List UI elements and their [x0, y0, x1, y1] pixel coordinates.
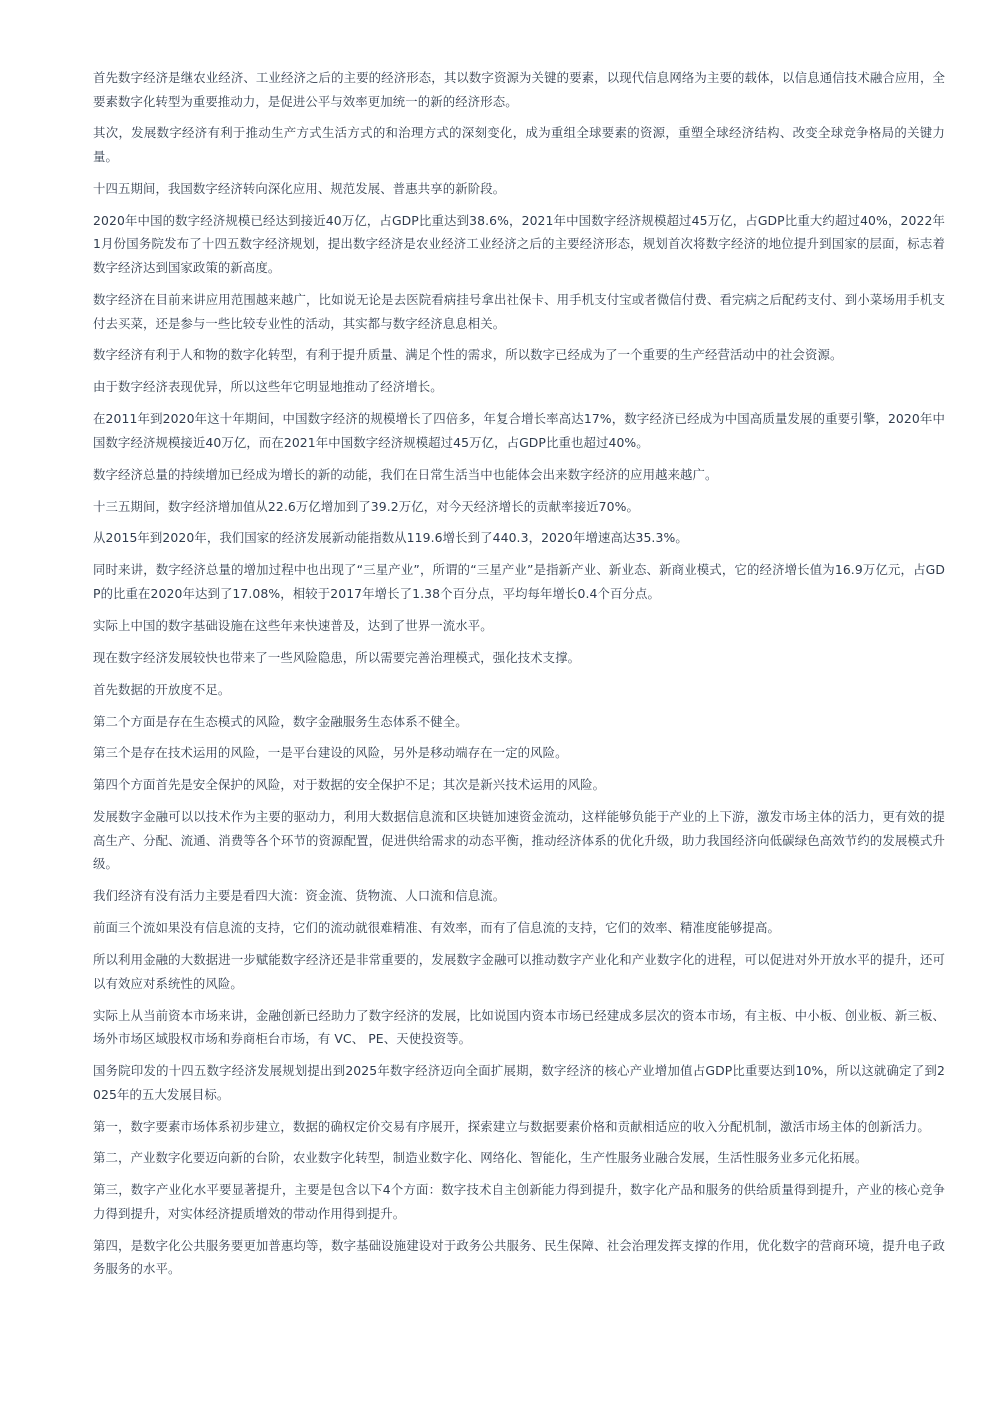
document-body	[93, 66, 945, 1289]
paragraph: 现在数字经济发展较快也带来了一些风险隐患，所以需要完善治理模式，强化技术支撑。	[93, 649, 581, 665]
paragraph: 国务院印发的十四五数字经济发展规划提出到2025年数字经济迈向全面扩展期，数字经济的核心产业增加值占GDP比重要达到10%，所以这就确定了到2025年的五大发展目标。	[93, 1063, 945, 1102]
paragraph: 由于数字经济表现优异，所以这些年它明显地推动了经济增长。	[93, 379, 443, 395]
paragraph: 实际上从当前资本市场来讲，金融创新已经助力了数字经济的发展，比如说国内资本市场已经建成多层次的资本市场，有主板、中小板、创业板、新三板、场外市场区域股权市场和券商柜台市场，有 VC、 PE、天使投资等。	[93, 1007, 945, 1047]
paragraph: 数字经济在目前来讲应用范围越来越广，比如说无论是去医院看病挂号拿出社保卡、用手机支付宝或者微信付费、看完病之后配药支付、到小菜场用手机支付去买菜，还是参与一些比较专业性的活动，其实都与数字经济息息相关。	[93, 291, 945, 331]
paragraph: 首先数据的开放度不足。	[93, 681, 231, 697]
paragraph: 从2015年到2020年，我们国家的经济发展新动能指数从119.6增长到了440.3，2020年增速高达35.3%。	[93, 530, 688, 546]
paragraph: 在2011年到2020年这十年期间，中国数字经济的规模增长了四倍多，年复合增长率高达17%，数字经济已经成为中国高质量发展的重要引擎，2020年中国数字经济规模接近40万亿，而在2021年中国数字经济规模超过45万亿，占GDP比重也超过40%。	[93, 411, 945, 450]
paragraph: 第二个方面是存在生态模式的风险，数字金融服务生态体系不健全。	[93, 713, 468, 729]
paragraph: 第四，是数字化公共服务要更加普惠均等，数字基础设施建设对于政务公共服务、民生保障、社会治理发挥支撑的作用，优化数字的营商环境，提升电子政务服务的水平。	[93, 1237, 945, 1277]
paragraph: 第三，数字产业化水平要显著提升，主要是包含以下4个方面：数字技术自主创新能力得到提升，数字化产品和服务的供给质量得到提升，产业的核心竞争力得到提升，对实体经济提质增效的带动作用得到提升。	[93, 1182, 945, 1221]
paragraph: 实际上中国的数字基础设施在这些年来快速普及，达到了世界一流水平。	[93, 617, 493, 633]
paragraph: 十三五期间，数字经济增加值从22.6万亿增加到了39.2万亿，对今天经济增长的贡献率接近70%。	[93, 498, 639, 514]
paragraph: 第一，数字要素市场体系初步建立，数据的确权定价交易有序展开，探索建立与数据要素价格和贡献相适应的收入分配机制，激活市场主体的创新活力。	[93, 1118, 930, 1134]
paragraph: 首先数字经济是继农业经济、工业经济之后的主要的经济形态，其以数字资源为关键的要素，以现代信息网络为主要的载体，以信息通信技术融合应用，全要素数字化转型为重要推动力，是促进公平与效率更加统一的新的经济形态。	[93, 70, 945, 109]
paragraph: 第三个是存在技术运用的风险，一是平台建设的风险，另外是移动端存在一定的风险。	[93, 745, 568, 761]
paragraph: 同时来讲，数字经济总量的增加过程中也出现了“三星产业”，所谓的“三星产业”是指新产业、新业态、新商业模式，它的经济增长值为16.9万亿元，占GDP的比重在2020年达到了17.08%，相较于2017年增长了1.38个百分点，平均每年增长0.4个百分点。	[93, 562, 945, 601]
paragraph: 其次，发展数字经济有利于推动生产方式生活方式的和治理方式的深刻变化，成为重组全球要素的资源，重塑全球经济结构、改变全球竞争格局的关键力量。	[93, 125, 945, 165]
paragraph: 十四五期间，我国数字经济转向深化应用、规范发展、普惠共享的新阶段。	[93, 180, 506, 196]
paragraph: 2020年中国的数字经济规模已经达到接近40万亿，占GDP比重达到38.6%，2021年中国数字经济规模超过45万亿，占GDP比重大约超过40%，2022年1月份国务院发布了十四五数字经济规划，提出数字经济是农业经济工业经济之后的主要经济形态，规划首次将数字经济的地位提升到国家的层面，标志着数字经济达到国家政策的新高度。	[93, 212, 945, 276]
paragraph: 发展数字金融可以以技术作为主要的驱动力，利用大数据信息流和区块链加速资金流动，这样能够负能于产业的上下游，激发市场主体的活力，更有效的提高生产、分配、流通、消费等各个环节的资源配置，促进供给需求的动态平衡，推动经济体系的优化升级，助力我国经济向低碳绿色高效节约的发展模式升级。	[93, 809, 945, 872]
paragraph: 第二，产业数字化要迈向新的台阶，农业数字化转型，制造业数字化、网络化、智能化，生产性服务业融合发展，生活性服务业多元化拓展。	[93, 1150, 868, 1166]
paragraph: 我们经济有没有活力主要是看四大流：资金流、货物流、人口流和信息流。	[93, 888, 506, 904]
paragraph: 数字经济总量的持续增加已经成为增长的新的动能，我们在日常生活当中也能体会出来数字经济的应用越来越广。	[93, 466, 718, 482]
paragraph: 所以利用金融的大数据进一步赋能数字经济还是非常重要的，发展数字金融可以推动数字产业化和产业数字化的进程，可以促进对外开放水平的提升，还可以有效应对系统性的风险。	[93, 952, 945, 991]
paragraph: 数字经济有利于人和物的数字化转型，有利于提升质量、满足个性的需求，所以数字已经成为了一个重要的生产经营活动中的社会资源。	[93, 347, 843, 363]
paragraph: 前面三个流如果没有信息流的支持，它们的流动就很难精准、有效率，而有了信息流的支持，它们的效率、精准度能够提高。	[93, 920, 780, 936]
paragraph: 第四个方面首先是安全保护的风险，对于数据的安全保护不足；其次是新兴技术运用的风险。	[93, 777, 606, 793]
